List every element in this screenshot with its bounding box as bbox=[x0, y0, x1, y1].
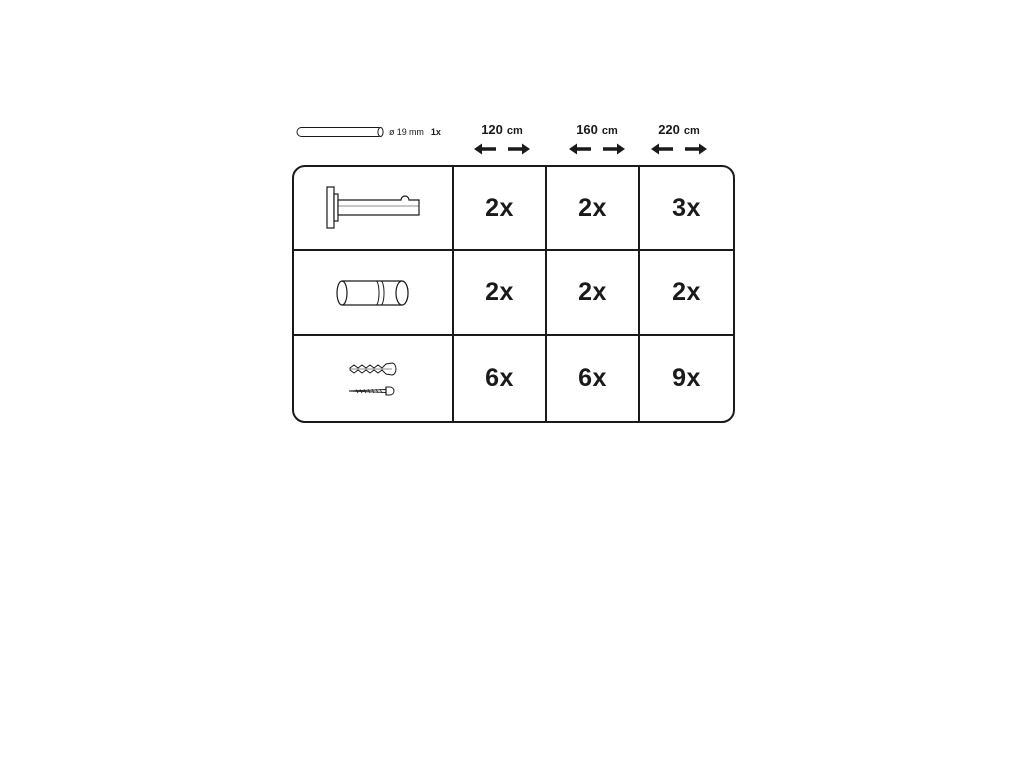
double-arrow-icon bbox=[474, 143, 530, 155]
length-header-3 bbox=[649, 122, 709, 155]
qty-cell bbox=[640, 251, 733, 336]
length-unit: cm bbox=[683, 125, 700, 137]
parts-quantity-table bbox=[292, 165, 735, 423]
qty-cell bbox=[454, 336, 547, 421]
part-cell-bracket bbox=[294, 167, 454, 251]
wall-bracket-icon bbox=[325, 186, 421, 230]
quantity-value: 6x bbox=[485, 364, 514, 392]
end-cap-finial-icon bbox=[336, 278, 410, 308]
rod-diameter: ø 19 mm bbox=[389, 127, 424, 137]
part-cell-finial bbox=[294, 251, 454, 336]
part-cell-fixings bbox=[294, 336, 454, 421]
quantity-value: 2x bbox=[578, 193, 607, 222]
length-unit: cm bbox=[601, 125, 618, 137]
length-value: 120 bbox=[481, 122, 503, 137]
length-value: 220 bbox=[658, 122, 680, 137]
length-unit: cm bbox=[506, 125, 523, 137]
length-header-2 bbox=[567, 122, 627, 155]
quantity-value: 6x bbox=[578, 364, 607, 392]
quantity-value: 2x bbox=[672, 278, 701, 306]
qty-cell bbox=[640, 336, 733, 421]
rod-quantity: 1x bbox=[430, 127, 441, 137]
qty-cell bbox=[547, 167, 640, 251]
double-arrow-icon bbox=[569, 143, 625, 155]
length-header-1 bbox=[472, 122, 532, 155]
double-arrow-icon bbox=[651, 143, 707, 155]
quantity-value: 3x bbox=[672, 193, 701, 222]
qty-cell bbox=[640, 167, 733, 251]
qty-cell bbox=[454, 251, 547, 336]
length-value: 160 bbox=[576, 122, 598, 137]
rod-info bbox=[296, 124, 441, 140]
quantity-value: 2x bbox=[485, 193, 514, 222]
curtain-rod-icon bbox=[296, 125, 386, 139]
qty-cell bbox=[547, 336, 640, 421]
quantity-value: 2x bbox=[578, 278, 607, 306]
qty-cell bbox=[547, 251, 640, 336]
quantity-value: 9x bbox=[672, 364, 701, 392]
wall-plug-and-screw-icon bbox=[348, 360, 398, 398]
quantity-value: 2x bbox=[485, 278, 514, 306]
qty-cell bbox=[454, 167, 547, 251]
